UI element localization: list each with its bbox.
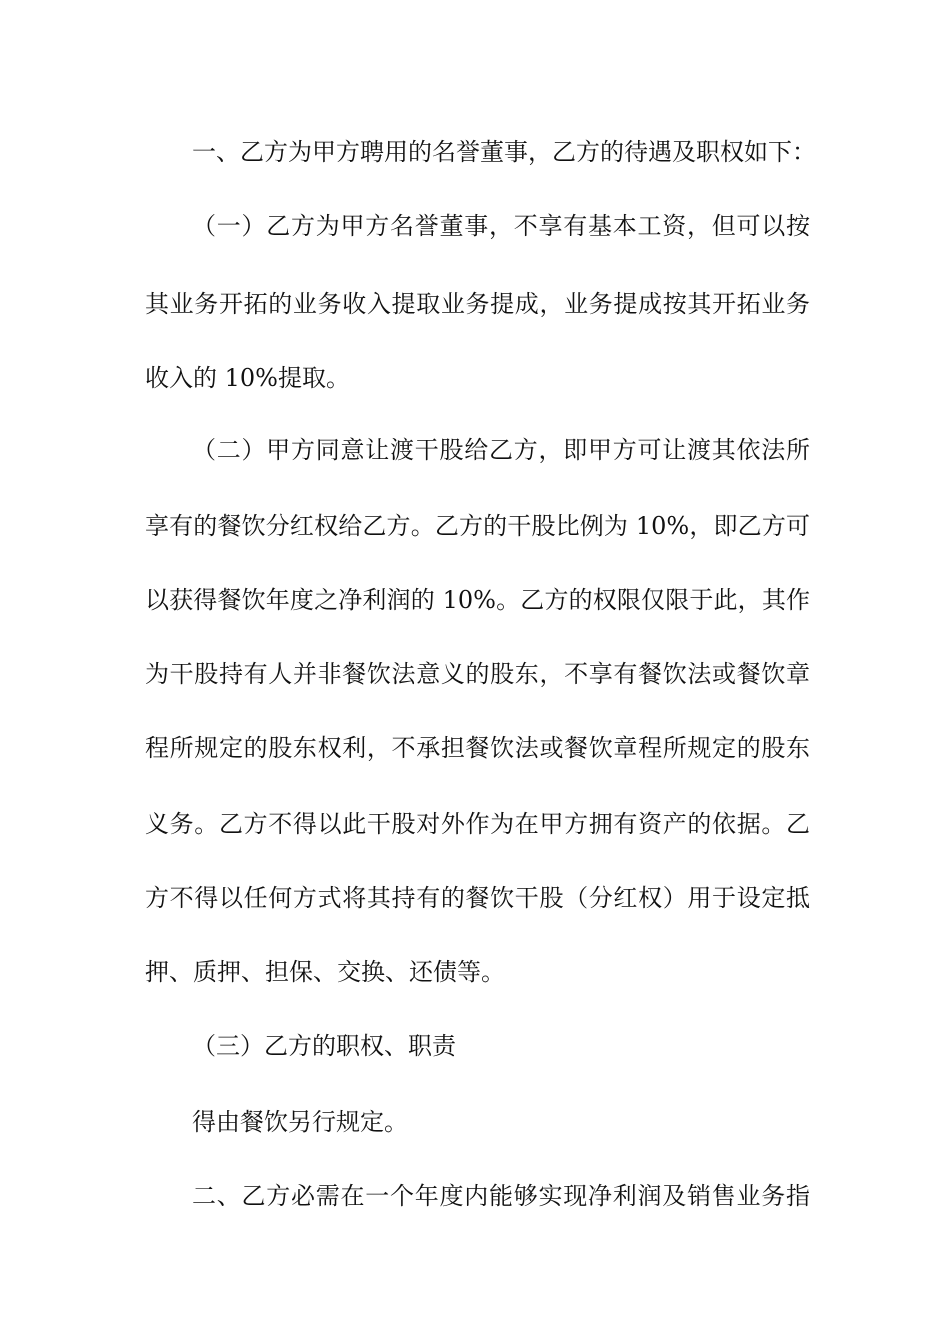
text-line: 收入的 10%提取。 [145, 364, 350, 392]
text-line: （二）甲方同意让渡干股给乙方，即甲方可让渡其依法所 [192, 436, 810, 464]
text-line: （三）乙方的职权、职责 [192, 1032, 456, 1060]
text-line: 程所规定的股东权利，不承担餐饮法或餐饮章程所规定的股东 [145, 734, 810, 762]
text-line: 押、质押、担保、交换、还债等。 [145, 958, 505, 986]
text-line: 以获得餐饮年度之净利润的 10%。乙方的权限仅限于此，其作 [145, 586, 810, 614]
text-line: 为干股持有人并非餐饮法意义的股东，不享有餐饮法或餐饮章 [145, 660, 810, 688]
text-line: （一）乙方为甲方名誉董事，不享有基本工资，但可以按 [192, 212, 810, 240]
text-line: 得由餐饮另行规定。 [192, 1108, 408, 1136]
text-line: 二、乙方必需在一个年度内能够实现净利润及销售业务指 [192, 1182, 810, 1210]
text-line: 其业务开拓的业务收入提取业务提成，业务提成按其开拓业务 [145, 290, 810, 318]
text-line: 一、乙方为甲方聘用的名誉董事，乙方的待遇及职权如下： [192, 138, 816, 166]
text-line: 方不得以任何方式将其持有的餐饮干股（分红权）用于设定抵 [145, 884, 810, 912]
text-line: 义务。乙方不得以此干股对外作为在甲方拥有资产的依据。乙 [145, 810, 810, 838]
text-line: 享有的餐饮分红权给乙方。乙方的干股比例为 10%，即乙方可 [145, 512, 810, 540]
